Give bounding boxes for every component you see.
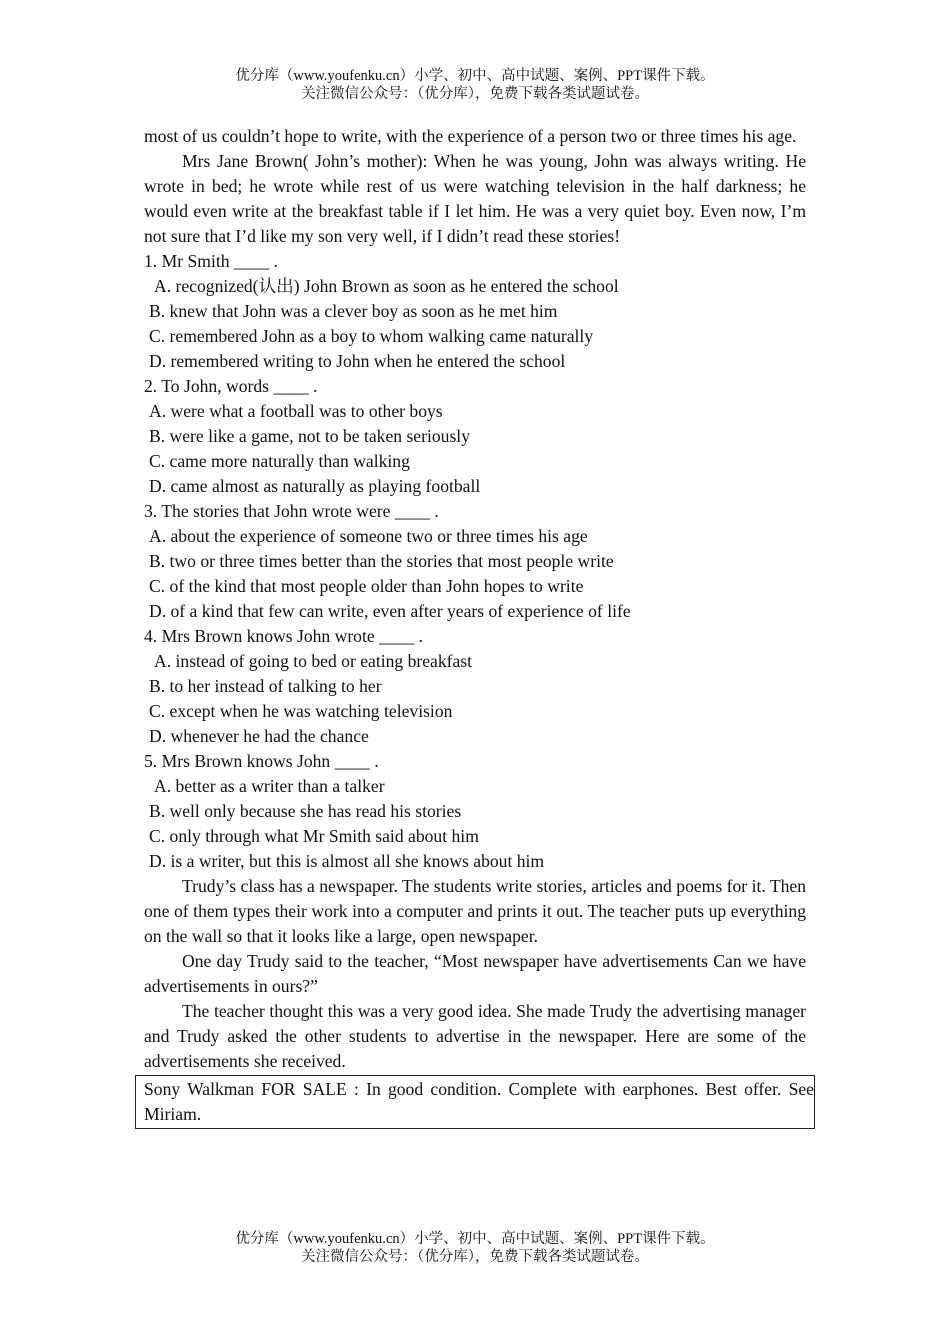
option-b: B. were like a game, not to be taken seriously [149,426,470,446]
option-a: A. were what a football was to other boys [149,401,443,421]
newspaper-paragraph: Trudy’s class has a newspaper. The students write stories, articles and poems for it. Then one of them types their work into a computer and prints it out. The teacher puts up everything on the wall so that it looks like a large, open newspaper. [144,876,806,946]
option-b: B. knew that John was a clever boy as soon as he met him [149,301,558,321]
option-d: D. whenever he had the chance [149,726,369,746]
trudy-request-paragraph: One day Trudy said to the teacher, “Most newspaper have advertisements Can we have advertisements in ours?” [144,951,806,996]
question-3 [144,499,806,624]
option-c: C. of the kind that most people older than John hopes to write [149,576,584,596]
page-footer [0,1230,950,1266]
question-5 [144,749,806,874]
question-stem: 3. The stories that John wrote were ____ . [144,501,439,521]
teacher-response-paragraph: The teacher thought this was a very good idea. She made Trudy the advertising manager and Trudy asked the other students to advertise in the newspaper. Here are some of the advertisements she received. [144,1001,806,1071]
option-d: D. remembered writing to John when he entered the school [149,351,566,371]
passage-continuation: most of us couldn’t hope to write, with the experience of a person two or three times his age. [144,126,797,146]
document-body [144,124,814,1129]
question-1 [144,249,806,374]
advertisement-text: Sony Walkman FOR SALE : In good condition. Complete with earphones. Best offer. See Miriam. [144,1079,814,1124]
option-b: B. to her instead of talking to her [149,676,382,696]
question-4 [144,624,806,749]
option-d: D. is a writer, but this is almost all she knows about him [149,851,545,871]
option-c: C. except when he was watching television [149,701,453,721]
option-d: D. came almost as naturally as playing football [149,476,481,496]
question-2 [144,374,806,499]
option-b: B. two or three times better than the stories that most people write [149,551,614,571]
option-b: B. well only because she has read his stories [149,801,462,821]
option-a: A. about the experience of someone two or three times his age [149,526,588,546]
option-c: C. remembered John as a boy to whom walking came naturally [149,326,594,346]
question-stem: 4. Mrs Brown knows John wrote ____ . [144,626,424,646]
question-stem: 1. Mr Smith ____ . [144,251,278,271]
option-a: A. better as a writer than a talker [154,776,385,796]
question-stem: 2. To John, words ____ . [144,376,318,396]
option-c: C. only through what Mr Smith said about him [149,826,479,846]
advertisement-box [135,1075,815,1129]
option-c: C. came more naturally than walking [149,451,410,471]
mother-paragraph: Mrs Jane Brown( John’s mother): When he was young, John was always writing. He wrote in bed; he wrote while rest of us were watching television in the half darkness; he would even write at the breakfast table if I let him. He was a very quiet boy. Even now, I’m not sure that I’d like my son very well, if I didn’t read these stories! [144,151,806,246]
footer-line-1: 优分库（www.youfenku.cn）小学、初中、高中试题、案例、PPT课件下载。 [235,1231,715,1247]
header-line-1: 优分库（www.youfenku.cn）小学、初中、高中试题、案例、PPT课件下载。 [235,68,715,84]
option-a: A. instead of going to bed or eating breakfast [154,651,473,671]
option-a: A. recognized(认出) John Brown as soon as he entered the school [154,276,619,296]
question-stem: 5. Mrs Brown knows John ____ . [144,751,379,771]
header-line-2: 关注微信公众号：（优分库），免费下载各类试题试卷。 [301,86,649,102]
option-d: D. of a kind that few can write, even after years of experience of life [149,601,631,621]
footer-line-2: 关注微信公众号：（优分库），免费下载各类试题试卷。 [301,1249,649,1265]
page-header [0,67,950,103]
